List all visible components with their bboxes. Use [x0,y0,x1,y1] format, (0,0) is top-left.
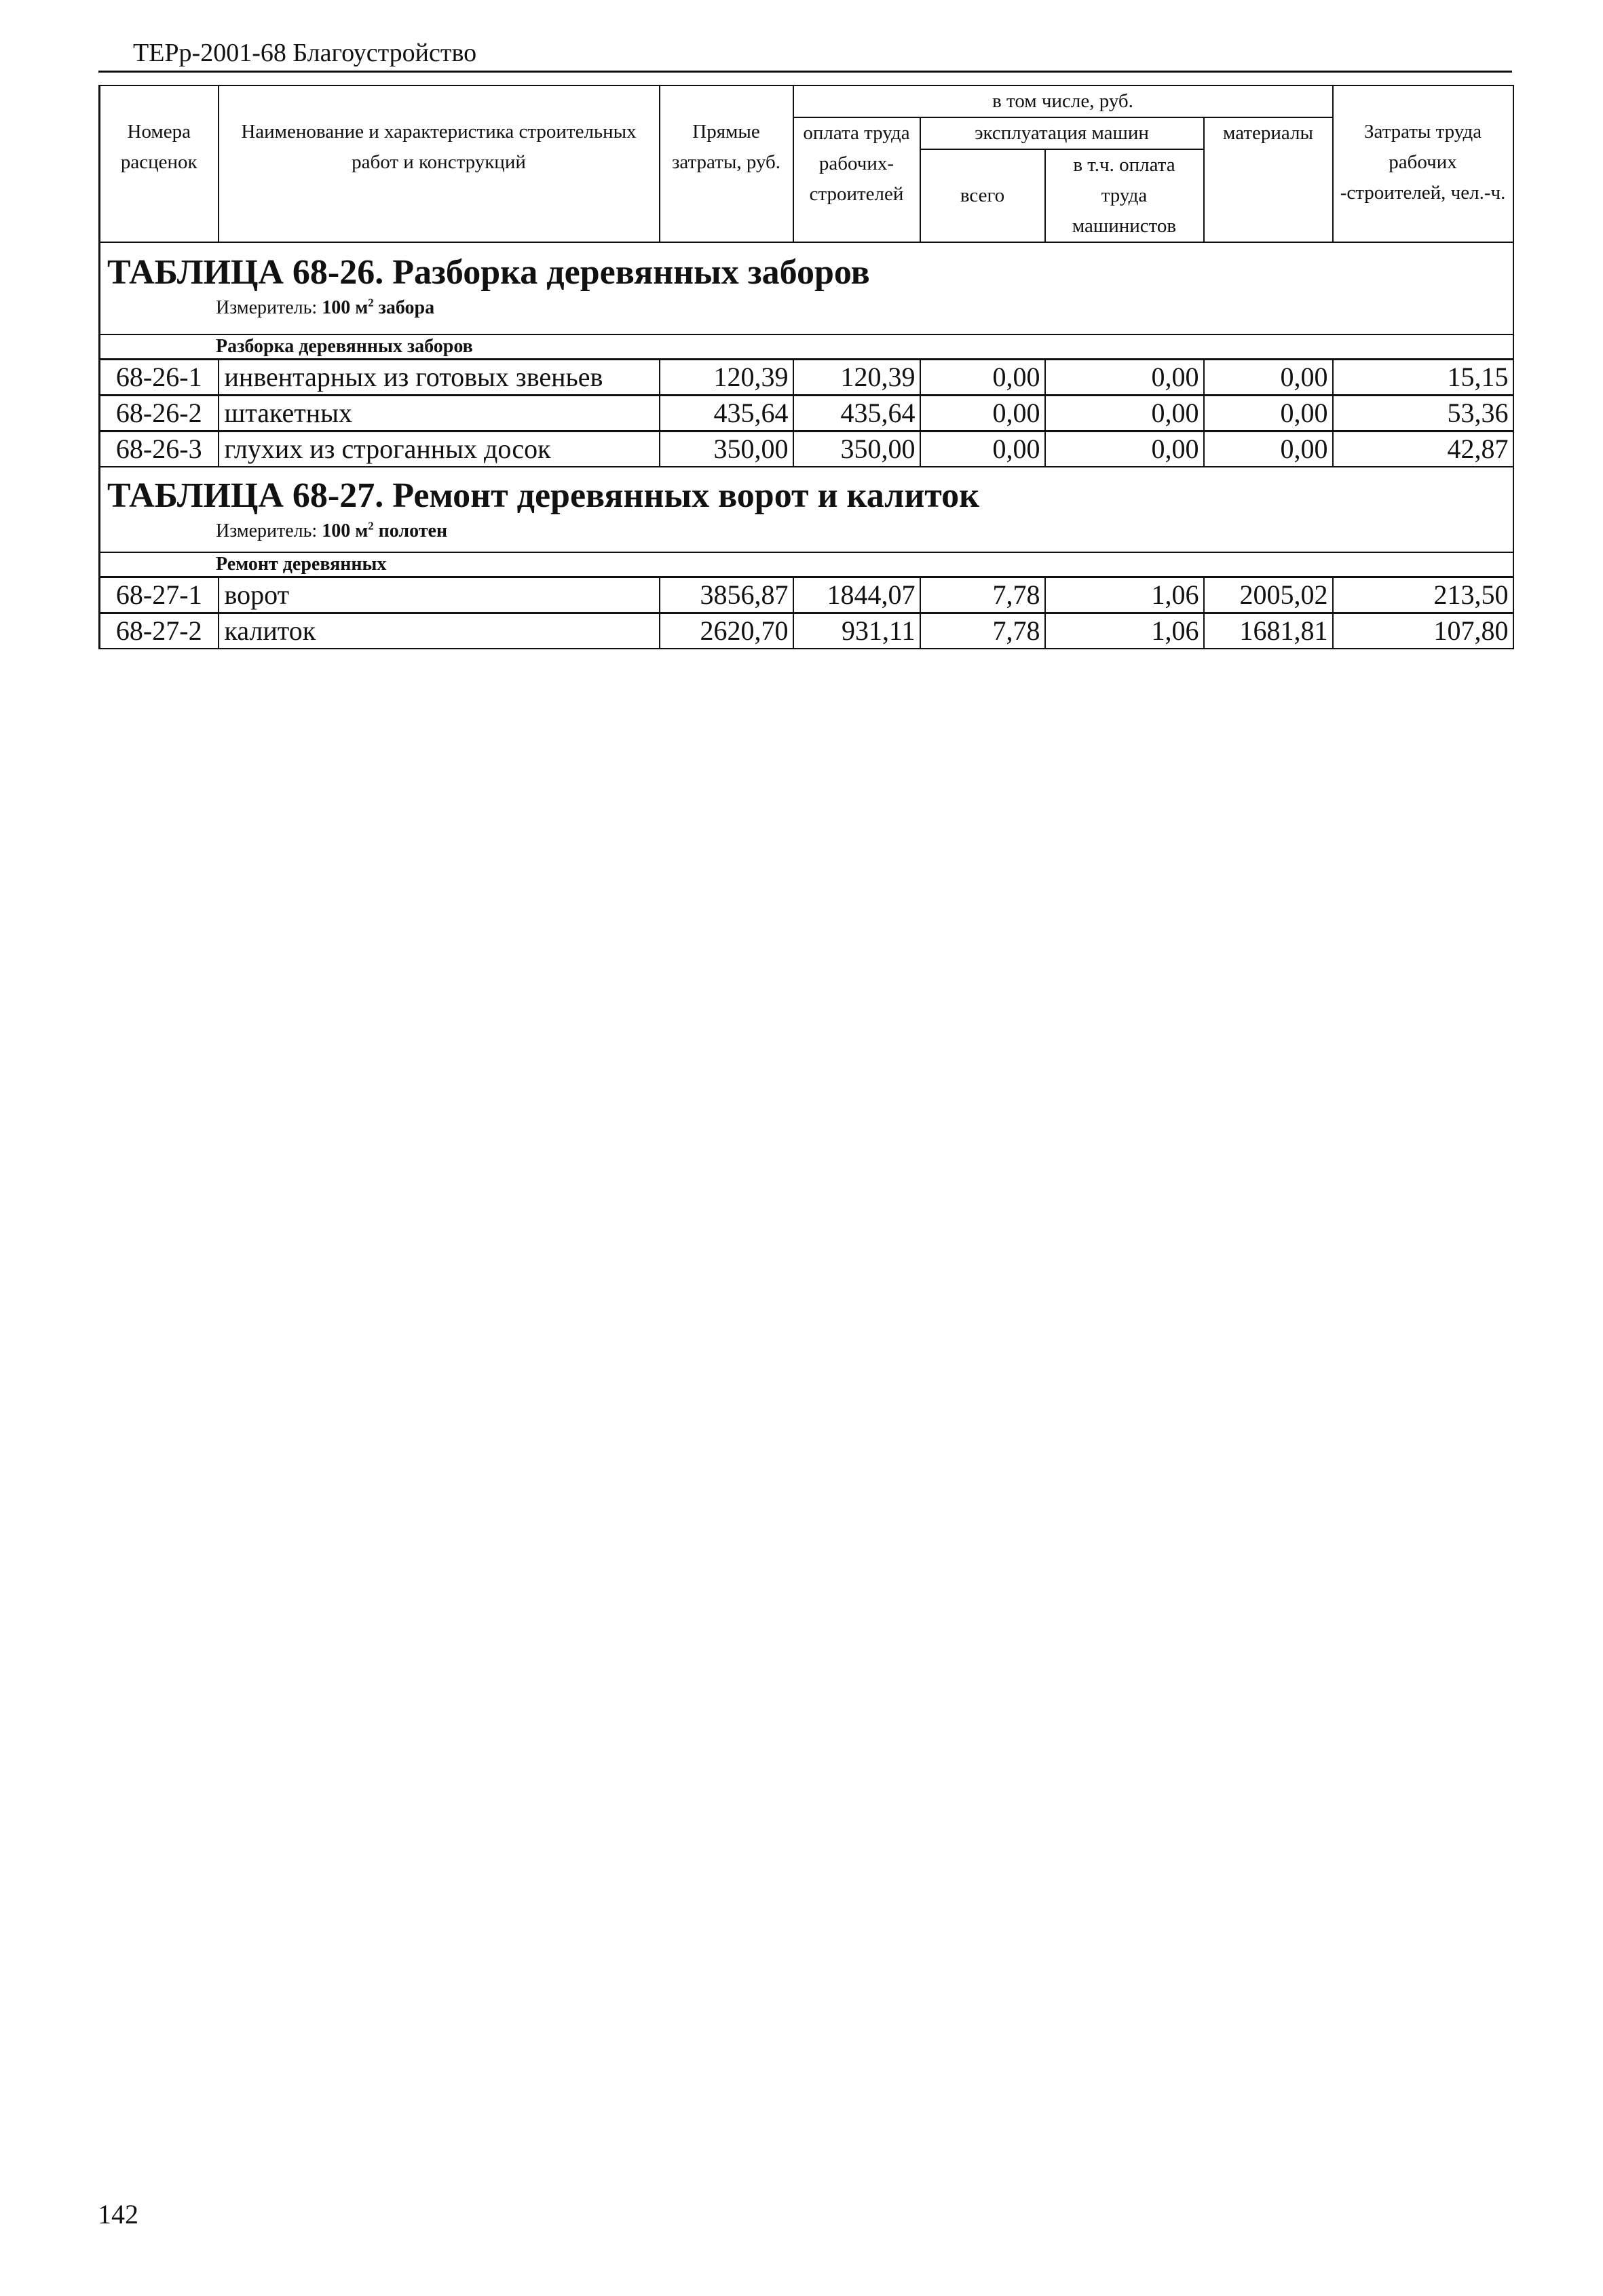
measure-power: 2 [368,519,374,533]
measure-unit: забора [378,297,435,318]
measure-label: Измеритель: [216,297,318,318]
header-name-label: Наименование и характеристика строительных работ и конструкций [241,121,637,173]
work-name: глухих из строганных досок [219,432,660,467]
header-labor-hours-label: Затраты труда рабочих -строителей, чел.-ч. [1340,121,1506,204]
labor-hours: 15,15 [1333,360,1513,396]
machinist-pay: 0,00 [1045,432,1204,467]
machinist-pay: 0,00 [1045,396,1204,432]
header-code-label: Номера расценок [120,121,197,173]
measure-value: 100 м [322,297,369,318]
measure-unit: полотен [378,520,448,541]
direct-costs: 435,64 [660,396,793,432]
table-title-row [100,242,1513,334]
machines-total: 0,00 [920,360,1045,396]
header-rule [98,71,1512,73]
header-including: в том числе, руб. [793,85,1333,117]
rate-code: 68-26-2 [100,396,219,432]
machinist-pay: 1,06 [1045,577,1204,613]
machines-total: 7,78 [920,613,1045,649]
direct-costs: 350,00 [660,432,793,467]
subheading-row [100,334,1513,360]
header-direct-costs-label: Прямые затраты, руб. [671,121,781,173]
machinist-pay: 0,00 [1045,360,1204,396]
labor-hours: 53,36 [1333,396,1513,432]
subheading: Разборка деревянных заборов [100,334,1513,360]
materials: 2005,02 [1204,577,1333,613]
subheading: Ремонт деревянных [100,552,1513,577]
labor-pay: 120,39 [793,360,920,396]
measure-label: Измеритель: [216,520,318,541]
work-name: инвентарных из готовых звеньев [219,360,660,396]
materials: 0,00 [1204,432,1333,467]
table-title: ТАБЛИЦА 68-26. Разборка деревянных заборов [107,253,870,292]
header-labor-hours [1333,85,1513,242]
page-number: 142 [98,2199,138,2230]
materials: 1681,81 [1204,613,1333,649]
labor-pay: 350,00 [793,432,920,467]
machines-total: 0,00 [920,432,1045,467]
header-code [100,85,219,242]
header-machines-total-label: всего [960,185,1005,206]
labor-pay: 931,11 [793,613,920,649]
labor-pay: 1844,07 [793,577,920,613]
direct-costs: 2620,70 [660,613,793,649]
table-row [100,432,1513,467]
table-title-row [100,467,1513,552]
table-title: ТАБЛИЦА 68-27. Ремонт деревянных ворот и калиток [107,476,980,515]
work-name: калиток [219,613,660,649]
labor-pay: 435,64 [793,396,920,432]
materials: 0,00 [1204,360,1333,396]
header-materials-label: материалы [1223,122,1313,144]
running-head: ТЕРр-2001-68 Благоустройство [133,39,477,67]
table-title-block [100,242,1513,334]
header-machines-total [920,149,1045,242]
machines-total: 7,78 [920,577,1045,613]
header-machinist-pay: в т.ч. оплата труда машинистов [1045,149,1204,242]
direct-costs: 3856,87 [660,577,793,613]
machines-total: 0,00 [920,396,1045,432]
machinist-pay: 1,06 [1045,613,1204,649]
labor-hours: 213,50 [1333,577,1513,613]
header-materials [1204,117,1333,242]
labor-hours: 107,80 [1333,613,1513,649]
table-row [100,360,1513,396]
rate-code: 68-27-2 [100,613,219,649]
header-direct-costs [660,85,793,242]
header-name [219,85,660,242]
measure-value: 100 м [322,520,369,541]
header-labor-pay: оплата труда рабочих-строителей [793,117,920,242]
labor-hours: 42,87 [1333,432,1513,467]
table-row [100,396,1513,432]
rates-table [98,85,1514,649]
measure-power: 2 [368,296,374,309]
rate-code: 68-27-1 [100,577,219,613]
rate-code: 68-26-3 [100,432,219,467]
work-name: штакетных [219,396,660,432]
measure-line [216,520,1506,542]
work-name: ворот [219,577,660,613]
rate-code: 68-26-1 [100,360,219,396]
materials: 0,00 [1204,396,1333,432]
subheading-row [100,552,1513,577]
table-title-block [100,467,1513,552]
table-row [100,577,1513,613]
header-machines-group: эксплуатация машин [920,117,1204,149]
measure-line [216,297,1506,319]
table-row [100,613,1513,649]
direct-costs: 120,39 [660,360,793,396]
